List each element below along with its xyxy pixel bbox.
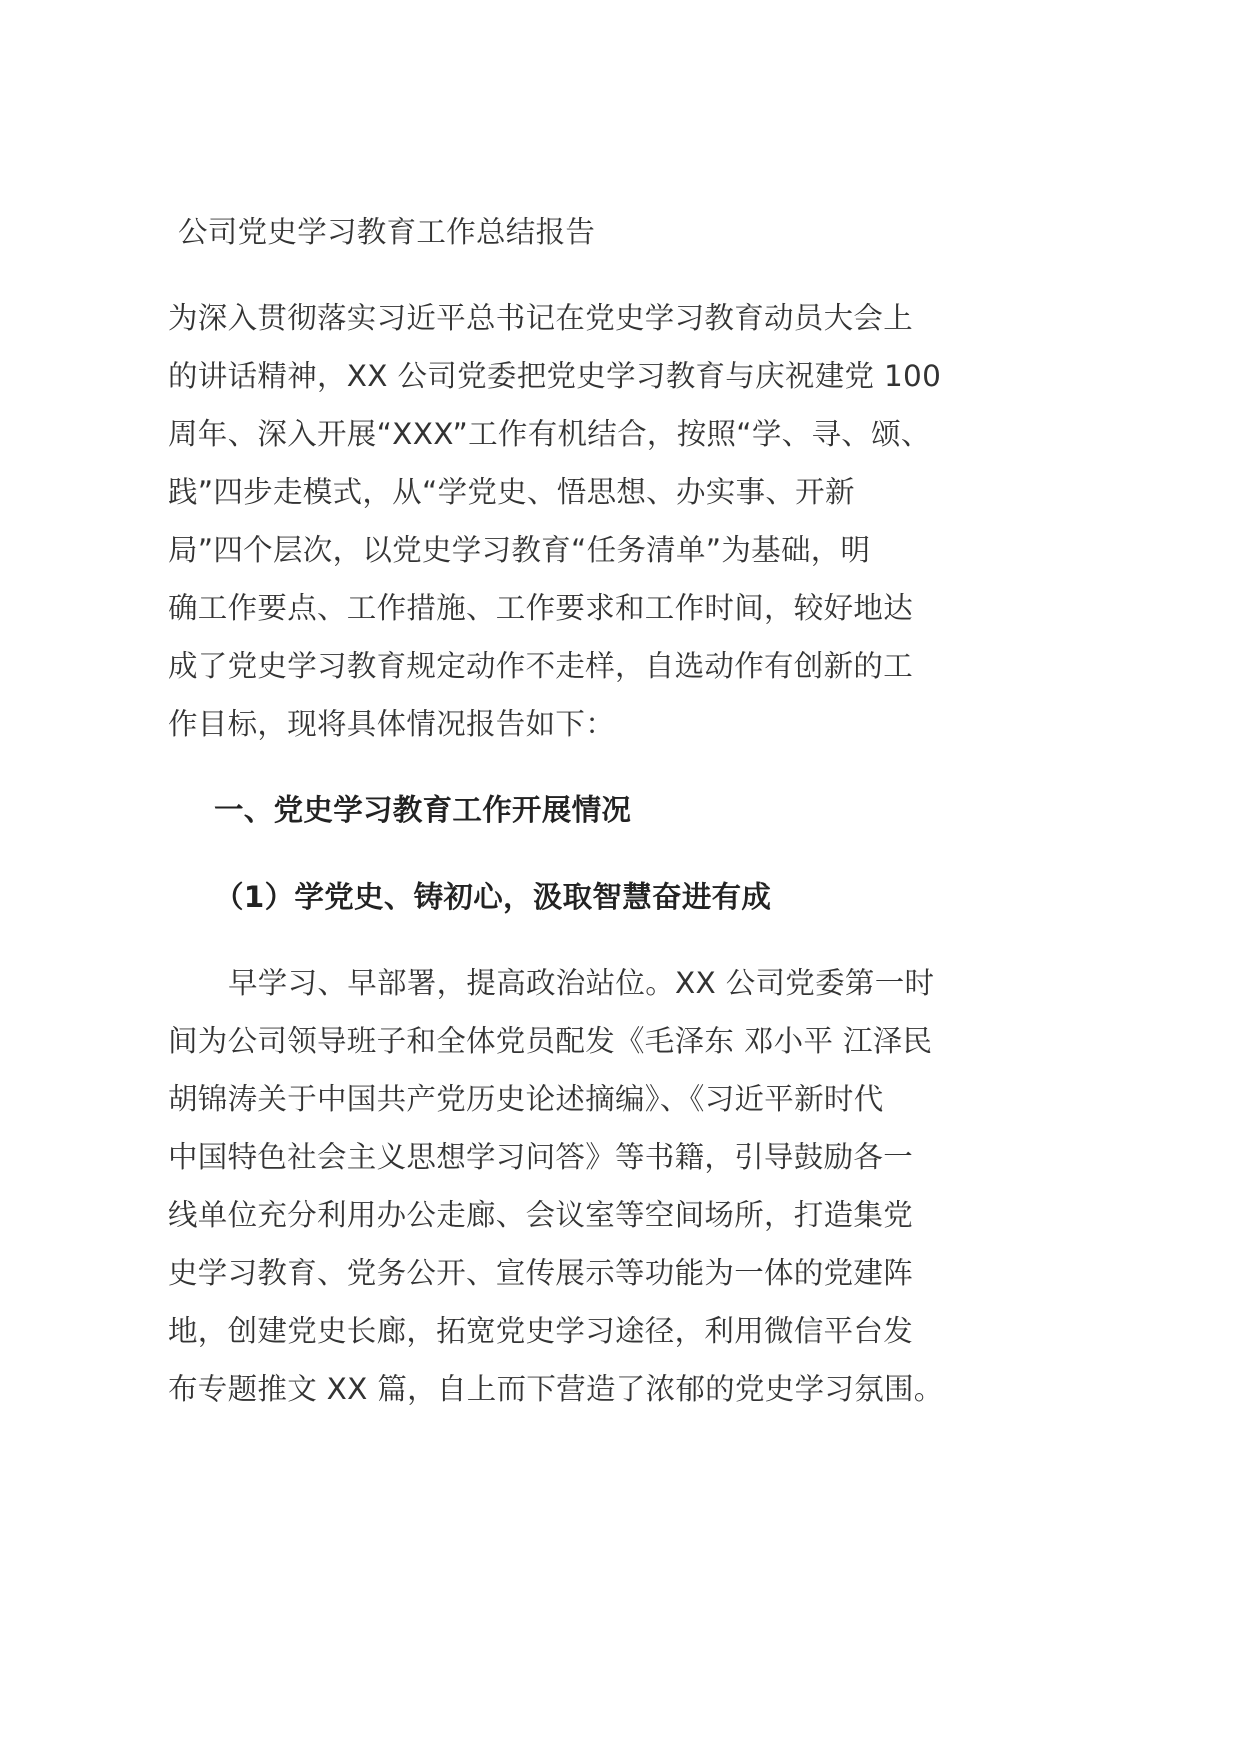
text-line: 确工作要点、工作措施、工作要求和工作时间，较好地达 — [168, 591, 914, 625]
text-line: 中国特色社会主义思想学习问答》等书籍，引导鼓励各一 — [168, 1140, 914, 1174]
text-line: 局”四个层次，以党史学习教育“任务清单”为基础，明 — [168, 533, 871, 567]
text-line: 成了党史学习教育规定动作不走样，自选动作有创新的工 — [168, 649, 914, 683]
text-line: 为深入贯彻落实习近平总书记在党史学习教育动员大会上 — [168, 301, 914, 335]
text-line: 地，创建党史长廊，拓宽党史学习途径，利用微信平台发 — [168, 1314, 914, 1348]
document-title: 公司党史学习教育工作总结报告 — [178, 215, 596, 249]
text-line: 践”四步走模式，从“学党史、悟思想、办实事、开新 — [168, 475, 855, 509]
text-line: 间为公司领导班子和全体党员配发《毛泽东 邓小平 江泽民 — [168, 1024, 933, 1058]
text-line: 周年、深入开展“XXX”工作有机结合，按照“学、寻、颂、 — [168, 417, 931, 451]
text-line: 作目标，现将具体情况报告如下： — [168, 707, 616, 741]
text-line: 胡锦涛关于中国共产党历史论述摘编》、《习近平新时代 — [168, 1082, 884, 1116]
text-line: 的讲话精神，XX 公司党委把党史学习教育与庆祝建党 100 — [168, 359, 942, 393]
text-line: 线单位充分利用办公走廊、会议室等空间场所，打造集党 — [168, 1198, 914, 1232]
text-line: 史学习教育、党务公开、宣传展示等功能为一体的党建阵 — [168, 1256, 914, 1290]
text-line: 布专题推文 XX 篇，自上而下营造了浓郁的党史学习氛围。 — [168, 1372, 944, 1406]
section-heading: 一、党史学习教育工作开展情况 — [214, 793, 632, 827]
text-line: 早学习、早部署，提高政治站位。XX 公司党委第一时 — [228, 966, 935, 1000]
subsection-heading: （1）学党史、铸初心，汲取智慧奋进有成 — [214, 880, 772, 914]
